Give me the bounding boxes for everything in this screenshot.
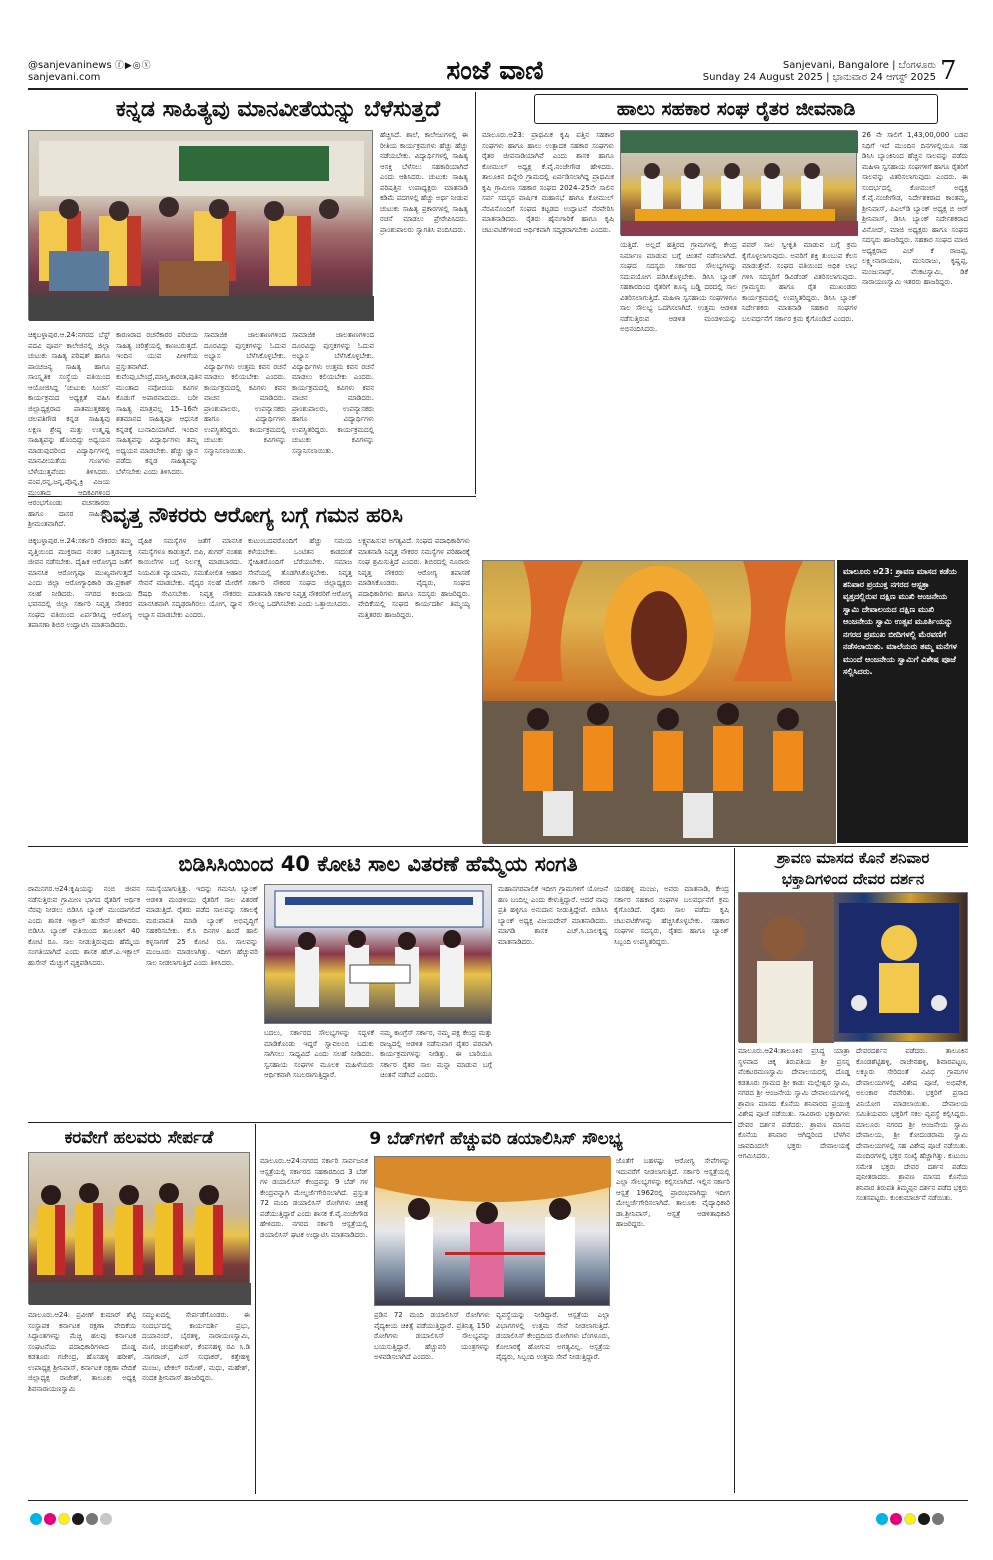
cyan-swatch	[30, 1513, 42, 1525]
temple-priest-art	[739, 893, 969, 1043]
article1-col2: ಕಾರಣರಾದ ರಚನೆಕಾರರ ಪರಿಚಯ ಸಾಹಿತ್ಯ ಚರಿತ್ರೆಯಲ್ಲಿ ಕಾಣಬರುತ್ತದೆ. ಇಂದಿನ ಯುವ ಪೀಳಿಗೆಯ ಪ್ರಸ್ತುತವಾಗಿದೆ. ಕುವೆಂಪು,ಬೇಂದ್ರೆ,ಮಾಸ್ತಿ,ಕಾರಂತ,ಪುತಿನ ಮುಂತಾದ ನವೋದಯ ಕವಿಗಳ ಕೊಡುಗೆ ಅಪಾರವಾದುದು. ಬರೀ ಸಾಹಿತ್ಯ ಮಾತ್ರವಲ್ಲ 15–16ನೇ ಶತಮಾನದ ಸಾಹಿತ್ಯವೂ ಆಧುನಿಕ ಕನ್ನಡಕ್ಕೆ ಬುನಾದಿಯಾಗಿದೆ. ಇಂದಿನ ಸಾಹಿತ್ಯವನ್ನು ವಿದ್ಯಾರ್ಥಿಗಳು ತಮ್ಮ ಅಧ್ಯಯನ ಮಾಡಬೇಕು. ಹೆಚ್ಚು ಜ್ಞಾನ ಪಡೆದು ಕನ್ನಡ ಸಾಹಿತ್ಯವನ್ನು ಬೆಳೆಸಬೇಕು ಎಂದು ತಿಳಿಸಿದರು.	[116, 331, 203, 476]
header-rule	[28, 88, 968, 90]
article6-col2: ಪ್ರಡಿನ 72 ಮಂದಿ ಡಯಾಲಿಸಿಸ್ ರೋಗಿಗಳು ವೈದ್ಯಕೀಯ ಚಿಕಿತ್ಸೆ ಪಡೆಯುತ್ತಿದ್ದಾರೆ. ಪ್ರತಿನಿತ್ಯ 150 ರೋಗಿಗಳು ಡಯಾಲಿಸಿಸ್ ಸೌಲಭ್ಯವನ್ನು ಬಯಸುತ್ತಿದ್ದಾರೆ. ಹೆಚ್ಚುವರಿ ಯಂತ್ರಗಳನ್ನು ಅಳವಡಿಸಲಾಗಿದೆ ಎಂದರು.	[374, 1311, 490, 1361]
article8-col1: ಮಾಲೂರು.ಆ24:ತಾಲೂಕಿನ ಪ್ರಸಿದ್ಧ ಯಾತ್ರಾ ಸ್ಥಳವಾದ ಚಿಕ್ಕ ತಿರುಪತಿಯ ಶ್ರೀ ಪ್ರಸನ್ನ ವೆಂಕಟರಮಣಸ್ವಾಮಿ ದೇವಾಲಯದಲ್ಲಿ ದೊಡ್ಡ ಕಡತೂರು ಗ್ರಾಮದ ಶ್ರೀ ಕಾಡು ಮಲ್ಲೇಶ್ವರ ಸ್ವಾಮಿ, ನಗರದ ಶ್ರೀ ಆಂಜನೇಯ ಸ್ವಾಮಿ ದೇವಾಲಯಗಳಲ್ಲಿ ಶ್ರಾವಣ ಮಾಸದ ಕೊನೆಯ ಶನಿವಾರದ ಪ್ರಯುಕ್ತ ವಿಶೇಷ ಪೂಜೆ ನಡೆಯಿತು. ಸಾವಿರಾರು ಭಕ್ತಾದಿಗಳು ದೇವರ ದರ್ಶನ ಪಡೆದರು. ಶ್ರಾವಣ ಮಾಸದ ಕೊನೆಯ ಶನಿವಾರ ಆಗಿದ್ದರಿಂದ ಬೆಳಗಿನ ಜಾವದಿಂದಲೇ ಭಕ್ತರು ದೇವಾಲಯಕ್ಕೆ ಆಗಮಿಸಿದರು.	[738, 1047, 850, 1160]
article4-col1: ರಾಮನಗರ.ಆ24:ಕೃಷಿಯನ್ನು ನಂಬಿ ಜೀವನ ನಡೆಸುತ್ತಿರುವ ಗ್ರಾಮೀಣ ಭಾಗದ ರೈತರಿಗೆ ಆರ್ಥಿಕ ನೆರವು ನೀಡಲು ಬಿಡಿಸಿಸಿ ಬ್ಯಾಂಕ್ ಮುಂದಾಗಲಿದೆ ಎಂದು ಶಾಸಕ ಇಕ್ಬಾಲ್ ಹುಸೇನ್ ಹೇಳಿದರು. ಬಿಡಿಸಿಸಿ ಬ್ಯಾಂಕ್ ವತಿಯಿಂದ ತಾಲೂಕಿಗೆ 40 ಕೋಟಿ ರೂ. ಸಾಲ ನೀಡುತ್ತಿರುವುದು ಹೆಮ್ಮೆಯ ಸಂಗತಿಯಾಗಿದೆ ಎಂದು ಶಾಸಕ ಹೆಚ್.ಎ.ಇಕ್ಬಾಲ್ ಹುಸೇನ್ ಮೆಚ್ಚುಗೆ ವ್ಯಕ್ತಪಡಿಸಿದರು.	[28, 885, 140, 967]
instagram-icon[interactable]: ◎	[132, 61, 142, 71]
social-handle: @sanjevaninews	[28, 60, 112, 71]
karave-joining-art	[29, 1153, 251, 1305]
black-swatch	[72, 1513, 84, 1525]
grey-swatch	[86, 1513, 98, 1525]
dialysis-inauguration-art	[375, 1157, 611, 1307]
light-grey-swatch	[100, 1513, 112, 1525]
article2-col1: ಮಾಲೂರು.ಆ23: ಪ್ರಾಥಮಿಕ ಕೃಷಿ ಪತ್ತಿನ ಸಹಕಾರ ಸಂಘಗಳು ಹಾಗೂ ಹಾಲು ಉತ್ಪಾದಕ ಸಹಕಾರ ಸಂಘಗಳು ರೈತರ ಜೀವನಾಡಿಯಾಗಿವೆ ಎಂದು ಶಾಸಕ ಹಾಗೂ ಕೋಮುಲ್ ಅಧ್ಯಕ್ಷ ಕೆ.ವೈ.ನಂಜೇಗೌಡ ಹೇಳಿದರು. ತಾಲೂಕಿನ ದಿನ್ನೇರಿ ಗ್ರಾಮದಲ್ಲಿ ಏರ್ಪಡಿಸಲಾಗಿದ್ದ ಪ್ರಾಥಮಿಕ ಕೃಷಿ ಗ್ರಾಮೀಣ ಸಹಕಾರ ಸಂಘದ 2024–25ನೇ ಸಾಲಿನ ಸರ್ವ ಸದಸ್ಯರ ವಾರ್ಷಿಕ ಮಹಾಸಭೆ ಹಾಗೂ ಕೋಮುಲ್ ನೆರವಿನೊಂದಿಗೆ ಸಂಘದ ಕಟ್ಟಡದ ಉದ್ಘಾಟನೆ ನೆರವೇರಿಸಿ ಮಾತನಾಡಿದರು. ರೈತರು ಹೈನುಗಾರಿಕೆ ಹಾಗೂ ಕೃಷಿ ಚಟುವಟಿಕೆಗಳಿಂದ ಆರ್ಥಿಕವಾಗಿ ಸದೃಢರಾಗಬೇಕು ಎಂದರು.	[482, 131, 614, 234]
article5-headline: ಕರವೇಗೆ ಹಲವರು ಸೇರ್ಪಡೆ	[64, 1128, 214, 1148]
article3-col1: ಚಿಕ್ಕಬಳ್ಳಾಪುರ.ಆ.24:ಸರ್ಕಾರಿ ನೌಕರರು ತಮ್ಮ ವೃತ್ತಿಯಿಂದ ಮುಕ್ತರಾದ ನಂತರ ಒತ್ತಡಮುಕ್ತ ಜೀವನ ನಡೆಸಬೇಕು. ದೈಹಿಕ ಆರೋಗ್ಯದ ಜತೆಗೆ ಮಾನಸಿಕ ಆರೋಗ್ಯವೂ ಮುಖ್ಯವಾಗುತ್ತದೆ ಎಂದು ಜಿಲ್ಲಾ ಆರೋಗ್ಯಾಧಿಕಾರಿ ಡಾ.ಪ್ರಕಾಶ್ ಸಲಹೆ ನೀಡಿದರು. ನಗರದ ಕಂದಾಯ ಭವನದಲ್ಲಿ ಜಿಲ್ಲಾ ಸರ್ಕಾರಿ ನಿವೃತ್ತ ನೌಕರರ ಸಂಘದ ವತಿಯಿಂದ ಏರ್ಪಡಿಸಿದ್ದ ಆರೋಗ್ಯ ತಪಾಸಣಾ ಶಿಬಿರ ಉದ್ಘಾಟಿಸಿ ಮಾತನಾಡಿದರು.	[28, 537, 132, 629]
edition-line: Sanjevani, Bangalore | ಬೆಂಗಳೂರು	[782, 60, 936, 71]
social-icons	[115, 60, 152, 72]
article1-col3: ಸಾಮಾಜಿಕ ಜಾಲತಾಣಗಳಿಂದ ದೂರವಿದ್ದು ಪುಸ್ತಕಗಳನ್ನು ಓದುವ ಅಭ್ಯಾಸ ಬೆಳೆಸಿಕೊಳ್ಳಬೇಕು. ವಿದ್ಯಾರ್ಥಿಗಳು ಉತ್ತಮ ಕವನ ರಚನೆ ಮಾಡಲು ಕಲಿಯಬೇಕು ಎಂದರು. ಕಾರ್ಯಕ್ರಮದಲ್ಲಿ ಕವಿಗಳು ಕವನ ವಾಚನ ಮಾಡಿದರು. ಪ್ರಾಂಶುಪಾಲರು, ಉಪನ್ಯಾಸಕರು ಹಾಗೂ ವಿದ್ಯಾರ್ಥಿಗಳು ಉಪಸ್ಥಿತರಿದ್ದರು. ಕಾರ್ಯಕ್ರಮದಲ್ಲಿ ಚುಟುಕು ಕವಿಗಳನ್ನು ಸನ್ಮಾನಿಸಲಾಯಿತು.	[204, 331, 286, 455]
page-number: 7	[940, 56, 957, 86]
dialysis-inauguration-photo	[374, 1156, 610, 1306]
article5-right-rule	[255, 1124, 256, 1494]
article8-left-rule	[734, 848, 735, 1493]
article4-col4: ನಮ್ಮ ಕಾಂಗ್ರೆಸ್ ಸರ್ಕಾರ, ನಮ್ಮ ಪಕ್ಷ ಕೇಂದ್ರ ಮತ್ತು ರಾಜ್ಯದಲ್ಲಿ ಆಡಳಿತ ನಡೆಸುವಾಗ ರೈತರ ಪರವಾಗಿ ಕಾರ್ಯಕ್ರಮಗಳನ್ನು ನೀಡಿತ್ತು. ಈ ಬಾರಿಯೂ ಸರ್ಕಾರ ರೈತರ ಸಾಲ ಮನ್ನಾ ಮಾಡುವ ಬಗ್ಗೆ ಚಿಂತನೆ ನಡೆಸಿದೆ ಎಂದರು.	[380, 1029, 492, 1079]
date-kannada: ಭಾನುವಾರ 24 ಆಗಸ್ಟ್ 2025	[832, 72, 936, 83]
article1-col3b: ಸಾಮಾಜಿಕ ಜಾಲತಾಣಗಳಿಂದ ದೂರವಿದ್ದು ಪುಸ್ತಕಗಳನ್ನು ಓದುವ ಅಭ್ಯಾಸ ಬೆಳೆಸಿಕೊಳ್ಳಬೇಕು. ವಿದ್ಯಾರ್ಥಿಗಳು ಉತ್ತಮ ಕವನ ರಚನೆ ಮಾಡಲು ಕಲಿಯಬೇಕು ಎಂದರು. ಕಾರ್ಯಕ್ರಮದಲ್ಲಿ ಕವಿಗಳು ಕವನ ವಾಚನ ಮಾಡಿದರು. ಪ್ರಾಂಶುಪಾಲರು, ಉಪನ್ಯಾಸಕರು ಹಾಗೂ ವಿದ್ಯಾರ್ಥಿಗಳು ಉಪಸ್ಥಿತರಿದ್ದರು. ಕಾರ್ಯಕ್ರಮದಲ್ಲಿ ಚುಟುಕು ಕವಿಗಳನ್ನು ಸನ್ಮಾನಿಸಲಾಯಿತು.	[292, 331, 374, 455]
article1-col1: ಚಿಕ್ಕಬಳ್ಳಾಪುರ.ಆ.24:ನಗರದ ಬೆಸ್ಟ್ ಪದವಿ ಪೂರ್ವ ಕಾಲೇಜಿನಲ್ಲಿ ಜಿಲ್ಲಾ ಚುಟುಕು ಸಾಹಿತ್ಯ ಪರಿಷತ್ ಹಾಗೂ ಪಾಂಚಜನ್ಯ ಸಾಹಿತ್ಯ ಹಾಗೂ ಸಾಂಸ್ಕೃತಿಕ ಸಂಸ್ಥೆಯ ವತಿಯಿಂದ ಆಯೋಜಿಸಿದ್ದ ‘ಚುಟುಕು ಸಿಂಚನ’ ಕಾರ್ಯಕ್ರಮದ ಅಧ್ಯಕ್ಷತೆ ವಹಿಸಿ ಜಿಲ್ಲಾಧ್ಯಕ್ಷರಾದ ಪಾತಮುತ್ತಕಹಳ್ಳಿ ಚಲಪತಿಗೌಡ ಕನ್ನಡ ಸಾಹಿತ್ಯವು ಲಕ್ಷಣ ಶ್ರೇಷ್ಠ ಮತ್ತು ಉತ್ಕೃಷ್ಟ ಸಾಹಿತ್ಯವನ್ನು ಹೊಂದಿದ್ದು ಅಧ್ಯಯನ ಮಾಡುವುದರಿಂದ ವಿದ್ಯಾರ್ಥಿಗಳಲ್ಲಿ ಮಾನವೀಯತೆಯ ಗುಣಗಳು ಬೆಳೆಯುತ್ತವೆಂದು ತಿಳಿಸಿದರು. ಪಂಪ,ರನ್ನ,ಜನ್ನ,ಪೊನ್ನ,ಕ್ರಿ ವಿಜಯ ಮುಂತಾದ ಆದಿಕವಿಗಳಿಂದ ಆರಂಭಗೊಂಡು ವಚನಕಾರರು ಹಾಗೂ ದಾಸರ ಸಾಹಿತ್ಯವು ಶ್ರೀಮಂತವಾಗಿದೆ.	[28, 331, 110, 528]
article1-headline: ಕನ್ನಡ ಸಾಹಿತ್ಯವು ಮಾನವೀತೆಯನ್ನು ಬೆಳೆಸುತ್ತದೆ	[115, 97, 441, 122]
edition-meta: Sanjevani, Bangalore | ಬೆಂಗಳೂರು Sunday 24 August 2025 | ಭಾನುವಾರ 24 ಆಗಸ್ಟ್ 2025	[700, 60, 936, 84]
article3-col2: ದೈಹಿಕ ಸಮಸ್ಯೆಗಳ ಜತೆಗೆ ಮಾನಸಿಕ ಸಮಸ್ಯೆಗಳೂ ಕಾಡುತ್ತವೆ. ಬಿಪಿ, ಶುಗರ್ ನಂತಹ ಕಾಯಿಲೆಗಳ ಬಗ್ಗೆ ನಿರ್ಲಕ್ಷ್ಯ ಮಾಡಬಾರದು. ನಿಯಮಿತ ವ್ಯಾಯಾಮ, ಸಮತೋಲಿತ ಆಹಾರ ಸೇವನೆ ಮಾಡಬೇಕು. ವೈದ್ಯರ ಸಲಹೆ ಮೇರೆಗೆ ಔಷಧಿ ಸೇವಿಸಬೇಕು. ನಿವೃತ್ತ ನೌಕರರು ಮಾನಸಿಕವಾಗಿ ಸದೃಢರಾಗಿರಲು ಯೋಗ, ಧ್ಯಾನ ಅಭ್ಯಾಸ ಮಾಡಬೇಕು ಎಂದರು.	[138, 537, 242, 619]
article8-headline-line2: ಭಕ್ತಾದಿಗಳಿಂದ ದೇವರ ದರ್ಶನ	[781, 870, 925, 888]
article3-headline: ನಿವೃತ್ತ ನೌಕರರು ಆರೋಗ್ಯ ಬಗ್ಗೆ ಗಮನ ಹರಿಸಿ	[101, 503, 403, 527]
article2-col4: 26 ನೇ ಸಾಲಿಗೆ 1,43,00,000 ಬಡವ ನಿಧಿಗೆ ಇದೆ ಮುಂದಿನ ದಿನಗಳಲ್ಲಿಯೂ ಸಹ ಡಿಸಿಸಿ ಬ್ಯಾಂಕಿನಿಂದ ಹೆಚ್ಚಿನ ಸಾಲವನ್ನು ಪಡೆದು ಮಹಿಳಾ ಸ್ವಸಹಾಯ ಸಂಘಗಳಿಗೆ ಹಾಗೂ ರೈತರಿಗೆ ಸಾಲವನ್ನು ವಿತರಿಸಲಾಗುವುದು ಎಂದರು. ಈ ಸಂದರ್ಭದಲ್ಲಿ ಕೋಮುಲ್ ಅಧ್ಯಕ್ಷ ಕೆ.ವೈ.ನಂಜೇಗೌಡ, ನಿರ್ದೇಶಕರಾದ ಕಾಂತಮ್ಮ, ಶ್ರೀನಿವಾಸ್, ಪಿಎಲ್‌ಡಿ ಬ್ಯಾಂಕ್ ಅಧ್ಯಕ್ಷ ಬಿ ಆರ್ ಶ್ರೀನಿವಾಸ್, ಡಿಸಿಸಿ ಬ್ಯಾಂಕ್ ನಿರ್ದೇಶಕರಾದ ವಿನೋದ್, ಮಾಜಿ ಅಧ್ಯಕ್ಷರು ಹಾಗೂ ಸಂಘದ ಸದಸ್ಯರು ಹಾಜರಿದ್ದರು. ಸಹಕಾರ ಸಂಘದ ಮಾಜಿ ಅಧ್ಯಕ್ಷರಾದ ಎಚ್ ಕೆ ರಾಜಪ್ಪ, ಲಕ್ಷ್ಮೀನಾರಾಯಣ, ಮುನಿರಾಜು, ಕೃಷ್ಣಪ್ಪ, ಮಂಜುನಾಥ್, ವೆಂಕಟಸ್ವಾಮಿ, ಡಿಕೆ ನಾರಾಯಣಸ್ವಾಮಿ ಇತರರು ಹಾಜರಿದ್ದರು.	[862, 131, 968, 286]
procession-art	[483, 561, 836, 844]
lower-section-rule	[28, 1122, 732, 1123]
bank-cheque-distribution-photo	[264, 884, 492, 1024]
youtube-icon[interactable]: ▶	[124, 61, 133, 71]
magenta-swatch	[44, 1513, 56, 1525]
article4-col6: ಯರಹಳ್ಳಿ ಮಂಜು, ಅವರು ಮಾತನಾಡಿ, ಕೇಂದ್ರ ಸರ್ಕಾರ ಸಹಕಾರ ಸಂಘಗಳ ಬಲವರ್ಧನೆಗೆ ಕ್ರಮ ಕೈಗೊಂಡಿದೆ. ರೈತರು ಸಾಲ ಪಡೆದು ಕೃಷಿ ಚಟುವಟಿಕೆಗಳನ್ನು ಹೆಚ್ಚಿಸಿಕೊಳ್ಳಬೇಕು. ಸಹಕಾರ ಸಂಘಗಳ ಸದಸ್ಯರು, ರೈತರು ಹಾಗೂ ಬ್ಯಾಂಕ್ ಸಿಬ್ಬಂದಿ ಉಪಸ್ಥಿತರಿದ್ದರು.	[614, 885, 729, 946]
article2-col2: ಯತ್ತಿದೆ. ಅಲ್ಲದೆ ಹತ್ತಿರದ ಗ್ರಾಮಗಳಲ್ಲಿ ಕೇಂದ್ರ ನಿರ್ಮಾಣ ಮಾಡುವ ಬಗ್ಗೆ ಚಿಂತನೆ ನಡೆಸಲಾಗಿದೆ. ಸಂಘದ ಸದಸ್ಯರು ಸರ್ಕಾರದ ಸೌಲಭ್ಯಗಳನ್ನು ಸದುಪಯೋಗ ಪಡಿಸಿಕೊಳ್ಳಬೇಕು. ಡಿಸಿಸಿ ಬ್ಯಾಂಕ್ ಸಹಕಾರದಿಂದ ರೈತರಿಗೆ ಶೂನ್ಯ ಬಡ್ಡಿ ದರದಲ್ಲಿ ಸಾಲ ವಿತರಿಸಲಾಗುತ್ತಿದೆ. ಮಹಿಳಾ ಸ್ವಸಹಾಯ ಸಂಘಗಳಿಗೂ ಸಾಲ ಸೌಲಭ್ಯ ಒದಗಿಸಲಾಗಿದೆ. ಉತ್ತಮ ಆಡಳಿತ ನಡೆಸುತ್ತಿರುವ ಆಡಳಿತ ಮಂಡಳಿಯನ್ನು ಅಭಿನಂದಿಸಿದರು.	[620, 241, 737, 333]
article2-col3: ಪವರ್ ಸಾಲ ಸ್ವೀಕೃತಿ ಮಾಡುವ ಬಗ್ಗೆ ಕ್ರಮ ಕೈಗೊಳ್ಳಲಾಗುವುದು. ಅವರಿಗೆ ಶಕ್ತಿ ತುಂಬುವ ಕೆಲಸ ಮಾಡುತ್ತೇವೆ. ಸಂಘದ ವತಿಯಿಂದ ಅಧಿಕ ಲಾಭ ಗಳಿಸಿ ಸದಸ್ಯರಿಗೆ ಡಿವಿಡೆಂಡ್ ವಿತರಿಸಲಾಗುವುದು. ಗ್ರಾಮಸ್ಥರು ಹಾಗೂ ರೈತ ಮುಖಂಡರು ಕಾರ್ಯಕ್ರಮದಲ್ಲಿ ಉಪಸ್ಥಿತರಿದ್ದರು. ಡಿಸಿಸಿ ಬ್ಯಾಂಕ್ ನಿರ್ದೇಶಕರು ಮಾತನಾಡಿ ಸಹಕಾರ ಸಂಘಗಳ ಬಲವರ್ಧನೆಗೆ ಸರ್ಕಾರ ಕ್ರಮ ಕೈಗೊಂಡಿದೆ ಎಂದರು.	[742, 241, 857, 323]
article6-col1: ಮಾಲೂರು.ಆ24:ನಗರದ ಸರ್ಕಾರಿ ಸಾರ್ವಜನಿಕ ಆಸ್ಪತ್ರೆಯಲ್ಲಿ ಸರ್ಕಾರದ ಸಹಕಾರದಿಂದ 3 ಬೆಡ್ ಗಳ ಡಯಾಲಿಸಿಸ್ ಕೇಂದ್ರವನ್ನು 9 ಬೆಡ್ ಗಳ ಕೇಂದ್ರವನ್ನಾಗಿ ಮೇಲ್ದರ್ಜೆಗೇರಿಸಲಾಗಿದೆ. ಪ್ರಸ್ತುತ 72 ಮಂದಿ ಡಯಾಲಿಸಿಸ್ ರೋಗಿಗಳು ಚಿಕಿತ್ಸೆ ಪಡೆಯುತ್ತಿದ್ದಾರೆ ಎಂದು ಶಾಸಕ ಕೆ.ವೈ.ನಂಜೇಗೌಡ ಹೇಳಿದರು. ನಗರದ ಸರ್ಕಾರಿ ಆಸ್ಪತ್ರೆಯಲ್ಲಿ ಡಯಾಲಿಸಿಸ್ ಘಟಕ ಉದ್ಘಾಟಿಸಿ ಮಾತನಾಡಿದರು.	[260, 1157, 368, 1239]
article6-col3: ವ್ಯವಸ್ಥೆಯನ್ನು ನೀಡಿದ್ದಾರೆ. ಆಸ್ಪತ್ರೆಯ ಎಲ್ಲಾ ವಿಭಾಗಗಳಲ್ಲಿ ಉತ್ತಮ ಸೇವೆ ನೀಡಲಾಗುತ್ತಿದೆ. ಡಯಾಲಿಸಿಸ್ ಕೇಂದ್ರದಿಂದ ರೋಗಿಗಳು ಬೆಂಗಳೂರು, ಕೋಲಾರಕ್ಕೆ ಹೋಗುವ ಅಗತ್ಯವಿಲ್ಲ. ಆಸ್ಪತ್ರೆಯ ವೈದ್ಯರು, ಸಿಬ್ಬಂದಿ ಉತ್ತಮ ಸೇವೆ ನೀಡುತ್ತಿದ್ದಾರೆ.	[496, 1311, 610, 1361]
article2-headline-box	[534, 94, 938, 124]
magenta-swatch	[890, 1513, 902, 1525]
article4-col3: ಬದಲು, ಸರ್ಕಾರದ ಸೌಲಭ್ಯಗಳನ್ನು ಸದ್ಬಳಕೆ ಮಾಡಿಕೊಂಡು ಇದ್ದರೆ ಸ್ವಾವಲಂಬಿ ಬದುಕು ಸಾಗಿಸಲು ಸಾಧ್ಯವಿದೆ ಎಂದು ಸಲಹೆ ನೀಡಿದರು. ಸ್ವಸಹಾಯ ಸಂಘಗಳ ಮೂಲಕ ಮಹಿಳೆಯರು ಆರ್ಥಿಕವಾಗಿ ಸಬಲರಾಗುತ್ತಿದ್ದಾರೆ.	[264, 1029, 374, 1079]
article6-col4: ಜೊತೆಗೆ ಬಹಳಷ್ಟು ಆರೋಗ್ಯ ಸೇವೆಗಳನ್ನು ಇದುವರೆಗೆ ನೀಡಲಾಗುತ್ತಿದೆ. ಸರ್ಕಾರಿ ಆಸ್ಪತ್ರೆಯಲ್ಲಿ ಎಲ್ಲಾ ಸೌಲಭ್ಯಗಳನ್ನು ಕಲ್ಪಿಸಲಾಗಿದೆ. ಇಲ್ಲಿನ ಸರ್ಕಾರಿ ಆಸ್ಪತ್ರೆ 1962ರಲ್ಲಿ ಪ್ರಾರಂಭವಾಗಿದ್ದು ಇದೀಗ ಮೇಲ್ದರ್ಜೆಗೇರಿಸಲಾಗಿದೆ. ತಾಲೂಕು ವೈದ್ಯಾಧಿಕಾರಿ ಡಾ.ಶ್ರೀನಿವಾಸ್, ಆಸ್ಪತ್ರೆ ಆಡಳಿತಾಧಿಕಾರಿ ಹಾಜರಿದ್ದರು.	[616, 1157, 730, 1228]
date-english: Sunday 24 August 2025	[702, 72, 823, 83]
cyan-swatch	[876, 1513, 888, 1525]
masthead-title: ಸಂಜೆ ವಾಣಿ	[446, 56, 544, 86]
article3-top-rule	[28, 496, 476, 497]
article8-headline	[738, 848, 968, 890]
hanuman-procession-photo	[482, 560, 835, 843]
article8-headline-line1: ಶ್ರಾವಣ ಮಾಸದ ಕೊನೆ ಶನಿವಾರ	[776, 849, 930, 867]
facebook-icon[interactable]: ⓕ	[114, 61, 125, 71]
students-group-art	[29, 131, 374, 321]
article3-col3: ಕುಟುಂಬದವರೊಂದಿಗೆ ಹೆಚ್ಚು ಸಮಯ ಕಳೆಯಬೇಕು. ಒಂಟಿತನ ಕಾಡದಂತೆ ಸ್ನೇಹಿತರೊಂದಿಗೆ ಬೆರೆಯಬೇಕು. ಸಮಾಜ ಸೇವೆಯಲ್ಲಿ ತೊಡಗಿಸಿಕೊಳ್ಳಬೇಕು. ನಿವೃತ್ತ ಸರ್ಕಾರಿ ನೌಕರರ ಸಂಘದ ಜಿಲ್ಲಾಧ್ಯಕ್ಷರು ಮಾತನಾಡಿ ಸರ್ಕಾರ ನಿವೃತ್ತ ನೌಕರರಿಗೆ ಆರೋಗ್ಯ ಸೌಲಭ್ಯ ಒದಗಿಸಬೇಕು ಎಂದು ಒತ್ತಾಯಿಸಿದರು.	[248, 537, 352, 608]
milk-union-art	[621, 131, 858, 236]
yellow-swatch	[904, 1513, 916, 1525]
grey-swatch	[932, 1513, 944, 1525]
milk-union-meeting-photo	[620, 130, 857, 235]
footer-rule	[28, 1500, 968, 1501]
article3-col4: ಲಕ್ಷ್ಯವಹಿಸುವ ಅಗತ್ಯವಿದೆ. ಸಂಘದ ಪದಾಧಿಕಾರಿಗಳು ಮಾತನಾಡಿ ನಿವೃತ್ತ ನೌಕರರ ಸಮಸ್ಯೆಗಳ ಪರಿಹಾರಕ್ಕೆ ಸಂಘ ಶ್ರಮಿಸುತ್ತಿದೆ ಎಂದರು. ಶಿಬಿರದಲ್ಲಿ ನೂರಾರು ನಿವೃತ್ತ ನೌಕರರು ಆರೋಗ್ಯ ತಪಾಸಣೆ ಮಾಡಿಸಿಕೊಂಡರು. ವೈದ್ಯರು, ಸಂಘದ ಪದಾಧಿಕಾರಿಗಳು ಹಾಗೂ ಸದಸ್ಯರು ಹಾಜರಿದ್ದರು. ವೇದಿಕೆಯಲ್ಲಿ ಸಂಘದ ಕಾರ್ಯದರ್ಶಿ ತಿಮ್ಮಯ್ಯ ಮತ್ತಿತರರು ಹಾಜರಿದ್ದರು.	[358, 537, 470, 619]
black-swatch	[918, 1513, 930, 1525]
bank-cheque-art	[265, 885, 493, 1025]
article8-col2: ದೇವರದರ್ಶನ ಪಡೆದರು. ತಾಲೂಕಿನ ಕೊಂಡಶೆಟ್ಟಿಹಳ್ಳಿ, ರಾಜೇನಹಳ್ಳಿ, ಶಿವಾರಪಟ್ಟಣ, ಲಕ್ಕೂರು ಸೇರಿದಂತೆ ವಿವಿಧ ಗ್ರಾಮಗಳ ದೇವಾಲಯಗಳಲ್ಲಿ ವಿಶೇಷ ಪೂಜೆ, ಅಭಿಷೇಕ, ಅಲಂಕಾರ ನೆರವೇರಿತು. ಭಕ್ತರಿಗೆ ಪ್ರಸಾದ ವಿನಿಯೋಗ ಮಾಡಲಾಯಿತು. ದೇವಾಲಯ ಸಮಿತಿಯವರು ಭಕ್ತರಿಗೆ ಸಕಲ ವ್ಯವಸ್ಥೆ ಕಲ್ಪಿಸಿದ್ದರು. ಮಾಲೂರು ನಗರದ ಶ್ರೀ ಆಂಜನೇಯ ಸ್ವಾಮಿ ದೇವಾಲಯ, ಶ್ರೀ ಕೋದಂಡರಾಮ ಸ್ವಾಮಿ ದೇವಾಲಯಗಳಲ್ಲಿ ಸಹ ವಿಶೇಷ ಪೂಜೆ ನಡೆಯಿತು. ಮಂದಿರಗಳಲ್ಲಿ ಭಕ್ತರ ಸಂಖ್ಯೆ ಹೆಚ್ಚಾಗಿತ್ತು. ಕುಟುಂಬ ಸಮೇತ ಭಕ್ತರು ದೇವರ ದರ್ಶನ ಪಡೆದು ಪುನೀತರಾದರು. ಶ್ರಾವಣ ಮಾಸದ ಕೊನೆಯ ಶನಿವಾರ ತಿರುಪತಿ ತಿಮ್ಮಪ್ಪನ ದರ್ಶನ ಪಡೆದ ಭಕ್ತರು ಸಂತಸಪಟ್ಟರು. ಕುಂಕುಮಾರ್ಚನೆ ನಡೆಯಿತು.	[856, 1047, 968, 1202]
temple-priest-photo	[738, 892, 968, 1042]
registration-marks-right	[876, 1510, 976, 1524]
karave-joining-photo	[28, 1152, 250, 1304]
twitter-icon[interactable]: ⓧ	[141, 61, 152, 71]
article5-col2: ಸಮ್ಮುಖದಲ್ಲಿ ಸೇರ್ಪಡೆಗೊಂಡರು. ಈ ಸಂದರ್ಭದಲ್ಲಿ ಕಾರ್ಯದರ್ಶಿ ಪ್ರಭು, ದಯಾನಂದ್, ಬೈರತಳ್ಳಿ, ನಾರಾಯಣಸ್ವಾಮಿ, ಮಣಿ, ಚಂದ್ರಶೇಖರ್, ಕೆಂಪಸಹಳ್ಳಿ ರವಿ ಸಿ.ಡಿ .ನಾಗರಾಜ್, ಎಸ್ ಸುಧಾಕರ್, ಕತ್ತೇಹಳ್ಳಿ ಮಂಜು, ಟೇಕಲ್ ರಮೇಶ್, ಮಧು, ಮಹೇಶ್, ನಂದಕ ಶ್ರೀನಿವಾಸ್ ಹಾಜರಿದ್ದರು.	[142, 1311, 250, 1382]
social-block	[28, 60, 228, 84]
mid-page-rule	[28, 846, 968, 847]
article1-vertical-rule	[475, 92, 476, 494]
masthead	[395, 56, 595, 88]
registration-marks-left	[30, 1510, 150, 1524]
website[interactable]: sanjevani.com	[28, 72, 101, 83]
article6-headline: 9 ಬೆಡ್‌ಗಳಿಗೆ ಹೆಚ್ಚುವರಿ ಡಯಾಲಿಸಿಸ್ ಸೌಲಭ್ಯ	[369, 1129, 623, 1149]
yellow-swatch	[58, 1513, 70, 1525]
article4-col5: ಮಹಾನಗರಪಾಲಿಕೆ ಇದೀಗ ಗ್ರಾಮಗಳಿಗೆ ಯೋಜನೆ ಹಣ ಬಂದಿಲ್ಲ ಎಂದು ಕೇಳುತ್ತಿದ್ದಾರೆ. ಆದರೆ ನಾವು ಪ್ರತಿ ಹಳ್ಳಿಗೂ ಅನುದಾನ ನೀಡುತ್ತಿದ್ದೇವೆ. ಬಿಡಿಸಿಸಿ ಬ್ಯಾಂಕ್ ಅಧ್ಯಕ್ಷ ವಿಜಯದೇವ್ ಮಾತನಾಡಿದರು. ಮಾಗಡಿ ಶಾಸಕ ಎಚ್.ಸಿ.ಬಾಲಕೃಷ್ಣ ಮಾತನಾಡಿದರು.	[498, 885, 608, 946]
article2-headline: ಹಾಲು ಸಹಕಾರ ಸಂಘ ರೈತರ ಜೀವನಾಡಿ	[616, 98, 856, 120]
article4-headline: ಬಿಡಿಸಿಸಿಯಿಂದ 40 ಕೋಟಿ ಸಾಲ ವಿತರಣೆ ಹೆಮ್ಮೆಯ ಸಂಗತಿ	[178, 852, 578, 876]
students-group-photo	[28, 130, 373, 320]
article1-col4: ಹೆಚ್ಚಿಸಿದೆ. ಶಾಲೆ, ಕಾಲೇಜುಗಳಲ್ಲಿ ಈ ರೀತಿಯ ಕಾರ್ಯಕ್ರಮಗಳು ಹೆಚ್ಚು ಹೆಚ್ಚು ನಡೆಯಬೇಕು. ವಿದ್ಯಾರ್ಥಿಗಳಲ್ಲಿ ಸಾಹಿತ್ಯ ಆಸಕ್ತಿ ಬೆಳೆಸಲು ಸಹಕಾರಿಯಾಗಿದೆ ಎಂದು ಆಶಿಸಿದರು. ಚುಟುಕು ಸಾಹಿತ್ಯ ಪರಿಷತ್ತಿನ ಉಪಾಧ್ಯಕ್ಷರು ಮಾತನಾಡಿ ಕಡಿಮೆ ಪದಗಳಲ್ಲಿ ಹೆಚ್ಚು ಅರ್ಥ ನೀಡುವ ಚುಟುಕು ಸಾಹಿತ್ಯ ಪ್ರಕಾರಗಳಲ್ಲಿ ಸಾಹಿತ್ಯ ರಚನೆ ಮಾಡಲು ಪ್ರೇರೇಪಿಸಿದರು. ಪ್ರಾಂಶುಪಾಲರು ಸ್ವಾಗತಿಸಿ ವಂದಿಸಿದರು.	[380, 131, 468, 234]
article5-col1: ಮಾಲೂರು.ಆ24: ಪ್ರವೀಣ್ ಕುಮಾರ್ ಶೆಟ್ಟಿ ಸಂಸ್ಥಾಪಕ ಕರ್ನಾಟಕ ರಕ್ಷಣಾ ವೇದಿಕೆಯ ಸಿದ್ಧಾಂತಗಳನ್ನು ಮೆಚ್ಚಿ ಹಲವು ಕರ್ನಾಟಕ ಸಂಘಟನೆಯ ಪದಾಧಿಕಾರಿಗಳಾದ ದೊಡ್ಡ ಕಡತೂರು ಗಜೇಂದ್ರ, ಹೊಸಹಳ್ಳಿ ಹರೀಶ್, ಉಪಾಧ್ಯಕ್ಷ ಶ್ರೀನಿವಾಸ್, ಕರ್ನಾಟಕ ರಕ್ಷಣಾ ವೇದಿಕೆ ಜಿಲ್ಲಾಧ್ಯಕ್ಷ ರಾಜೇಶ್, ತಾಲೂಕು ಅಧ್ಯಕ್ಷ ಶಿವನಾರಾಯಣಸ್ವಾಮಿ	[28, 1311, 136, 1393]
article4-col2: ಸಮಸ್ಯೆಯಾಗುತ್ತಿತ್ತು. ಇದನ್ನು ಗಮನಿಸಿ ಬ್ಯಾಂಕ್ ಆಡಳಿತ ಮಂಡಳಿಯು ರೈತರಿಗೆ ಸಾಲ ವಿತರಣೆ ಮಾಡುತ್ತಿದೆ. ರೈತರು ಪಡೆದ ಸಾಲವನ್ನು ಸಕಾಲಕ್ಕೆ ಮರುಪಾವತಿ ಮಾಡಿ ಬ್ಯಾಂಕ್ ಅಭಿವೃದ್ಧಿಗೆ ಸಹಕರಿಸಬೇಕು. ಕೆ.ಸಿ ದಿನಗಳ ಹಿಂದೆ ಹಾಲಿ ಕಳ್ಳಸಾಗಣೆ 25 ಕೋಟಿ ರೂ. ಸಾಲವನ್ನು ಮಂಜೂರು ಮಾಡಲಾಗಿತ್ತು. ಇದೀಗ ಹೆಚ್ಚುವರಿ ಸಾಲ ನೀಡಲಾಗುತ್ತಿದೆ ಎಂದು ತಿಳಿಸಿದರು.	[146, 885, 258, 967]
procession-caption: ಮಾಲೂರು ಆ23: ಶ್ರಾವಣ ಮಾಸದ ಕಡೆಯ ಶನಿವಾರ ಪ್ರಯುಕ್ತ ನಗರದ ಆಸ್ಪತ್ರಾ ವೃತ್ತದಲ್ಲಿರುವ ದಕ್ಷಿಣ ಮುಖಿ ಆಂಜನೇಯ ಸ್ವಾಮಿ ದೇವಾಲಯದ ದಕ್ಷಿಣ ಮುಖಿ ಆಂಜನೇಯ ಸ್ವಾಮಿ ಉತ್ಸವ ಮೂರ್ತಿಯನ್ನು ನಗರದ ಪ್ರಮುಖ ಬೀದಿಗಳಲ್ಲಿ ಮೆರವಣಿಗೆ ನಡೆಸಲಾಯಿತು. ಮಾಲೆಯರು ತಮ್ಮ ಮನೆಗಳ ಮುಂದೆ ಆಂಜನೇಯ ಸ್ವಾಮಿಗೆ ವಿಶೇಷ ಪೂಜೆ ಸಲ್ಲಿಸಿದರು.	[837, 560, 968, 843]
